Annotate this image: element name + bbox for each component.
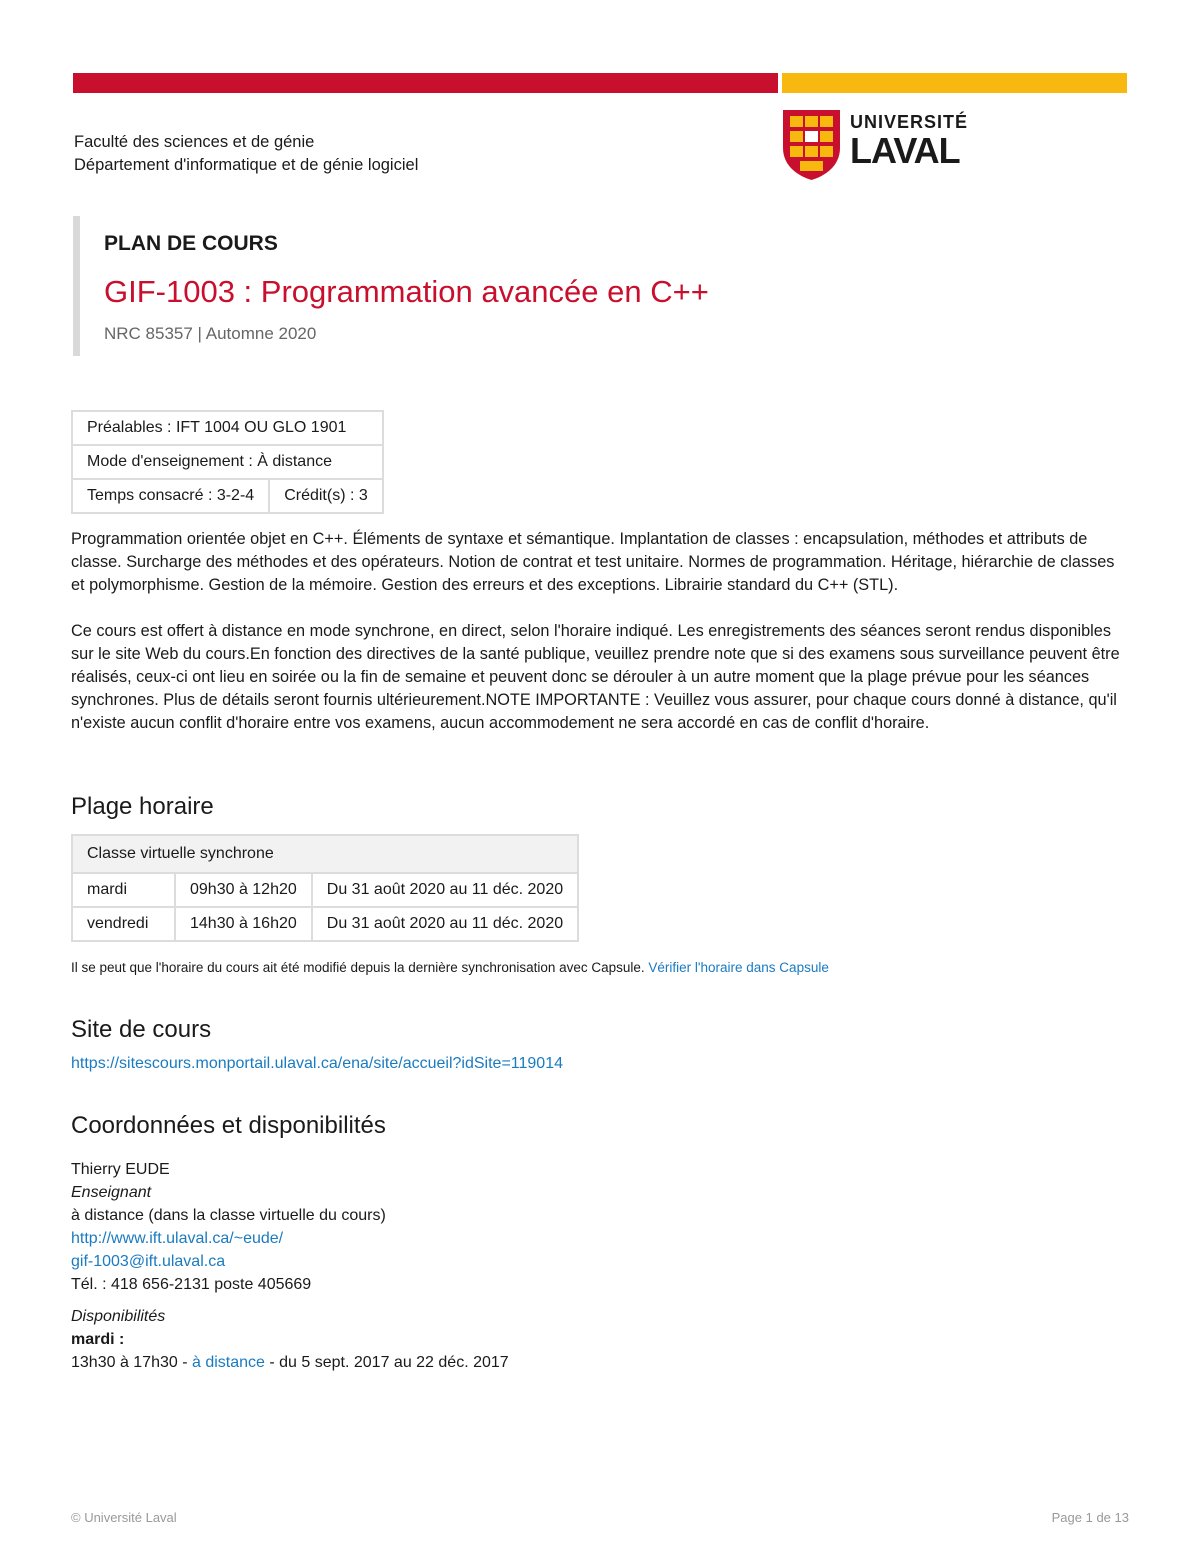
schedule-dates: Du 31 août 2020 au 11 déc. 2020 — [312, 907, 578, 941]
course-subtitle: NRC 85357 | Automne 2020 — [104, 324, 317, 343]
temps-row — [72, 479, 383, 513]
course-description: Programmation orientée objet en C++. Éléments de syntaxe et sémantique. Implantation de classes : encapsulation, méthodes et attributs de classe. Surcharge des méthodes et des opérateurs. Notion de contrat et test unitaire. Normes de programmation. Héritage, hiérarchie de classes et polymorphisme. Gestion de la mémoire. Gestion des erreurs et des exceptions. Librairie standard du C++ (STL). — [71, 530, 1115, 594]
schedule-time: 09h30 à 12h20 — [175, 873, 312, 907]
site-heading: Site de cours — [71, 1016, 212, 1043]
schedule-table-head: Classe virtuelle synchrone — [72, 835, 578, 873]
credits-label: Crédit(s) : — [284, 487, 359, 504]
course-delivery-note: Ce cours est offert à distance en mode synchrone, en direct, selon l'horaire indiqué. Les enregistrements des séances seront rendus disponibles sur le site Web du cours.En fonction des directives de la santé publique, veuillez prendre note que si des examens sous surveillance peuvent être réalisés, ceux-ci ont lieu en soirée ou la fin de semaine et peuvent donc se dérouler à un autre moment que la plage prévue pour les séances synchrones. Plus de détails seront fournis ultérieurement.NOTE IMPORTANTE : Veuillez vous assurer, pour chaque cours donné à distance, qu'il n'existe aucun conflit d'horaire entre vos examens, aucun accommodement ne sera accordé en cas de conflit d'horaire. — [71, 622, 1120, 732]
schedule-day: vendredi — [72, 907, 175, 941]
schedule-header-row — [72, 835, 578, 873]
availability-distance-link[interactable]: à distance — [192, 1354, 265, 1371]
mode-label: Mode d'enseignement : — [87, 453, 258, 470]
teacher-location: à distance (dans la classe virtuelle du cours) — [71, 1207, 386, 1224]
red-accent-bar — [73, 73, 778, 93]
schedule-note — [71, 960, 829, 975]
schedule-day: mardi — [72, 873, 175, 907]
availability-dates: - du 5 sept. 2017 au 22 déc. 2017 — [264, 1354, 509, 1371]
temps-value: 3-2-4 — [216, 487, 255, 504]
logo-text-bottom: LAVAL — [850, 130, 960, 171]
mode-cell — [72, 445, 383, 479]
teacher-website-link[interactable]: http://www.ift.ulaval.ca/~eude/ — [71, 1230, 284, 1247]
schedule-dates: Du 31 août 2020 au 11 déc. 2020 — [312, 873, 578, 907]
capsule-link[interactable]: Vérifier l'horaire dans Capsule — [648, 960, 829, 975]
plan-label: PLAN DE COURS — [104, 232, 278, 255]
teacher-role: Enseignant — [71, 1184, 152, 1201]
mode-row — [72, 445, 383, 479]
footer-page-number: Page 1 de 13 — [1051, 1510, 1129, 1525]
schedule-time: 14h30 à 16h20 — [175, 907, 312, 941]
header-affiliation — [74, 131, 418, 177]
universite-laval-logo — [781, 108, 971, 182]
logo-wordmark — [850, 112, 968, 170]
contact-block — [71, 1158, 386, 1296]
site-link-container — [71, 1055, 563, 1073]
prerequis-value: IFT 1004 OU GLO 1901 — [175, 419, 347, 436]
schedule-heading: Plage horaire — [71, 793, 214, 820]
mode-value: À distance — [257, 453, 332, 470]
availability-block — [71, 1305, 509, 1374]
faculty-name: Faculté des sciences et de génie — [74, 133, 315, 151]
footer-copyright: © Université Laval — [71, 1510, 177, 1525]
availability-day: mardi : — [71, 1331, 125, 1348]
teacher-email-link[interactable]: gif-1003@ift.ulaval.ca — [71, 1253, 226, 1270]
availability-label: Disponibilités — [71, 1308, 166, 1325]
course-site-link[interactable]: https://sitescours.monportail.ulaval.ca/ena/site/accueil?idSite=119014 — [71, 1055, 563, 1072]
teacher-name: Thierry EUDE — [71, 1161, 170, 1178]
coat-of-arms-icon — [781, 108, 842, 182]
prerequis-row — [72, 411, 383, 445]
logo-text-top: UNIVERSITÉ — [850, 112, 969, 132]
availability-slot — [71, 1351, 509, 1374]
department-name: Département d'informatique et de génie logiciel — [74, 156, 419, 174]
prerequis-label: Préalables : — [87, 419, 176, 436]
course-title: GIF-1003 : Programmation avancée en C++ — [104, 274, 709, 309]
schedule-table — [71, 834, 579, 942]
prerequis-cell — [72, 411, 383, 445]
availability-time: 13h30 à 17h30 - — [71, 1354, 192, 1371]
yellow-accent-bar — [782, 73, 1127, 93]
temps-label: Temps consacré : — [87, 487, 217, 504]
table-row — [72, 907, 578, 941]
credits-cell — [269, 479, 383, 513]
credits-value: 3 — [358, 487, 368, 504]
temps-cell — [72, 479, 269, 513]
course-info-table — [71, 410, 384, 514]
contact-heading: Coordonnées et disponibilités — [71, 1112, 386, 1139]
schedule-note-text: Il se peut que l'horaire du cours ait été modifié depuis la dernière synchronisation avec Capsule. — [71, 960, 649, 975]
title-block — [73, 216, 797, 356]
table-row — [72, 873, 578, 907]
teacher-phone: Tél. : 418 656-2131 poste 405669 — [71, 1276, 312, 1293]
